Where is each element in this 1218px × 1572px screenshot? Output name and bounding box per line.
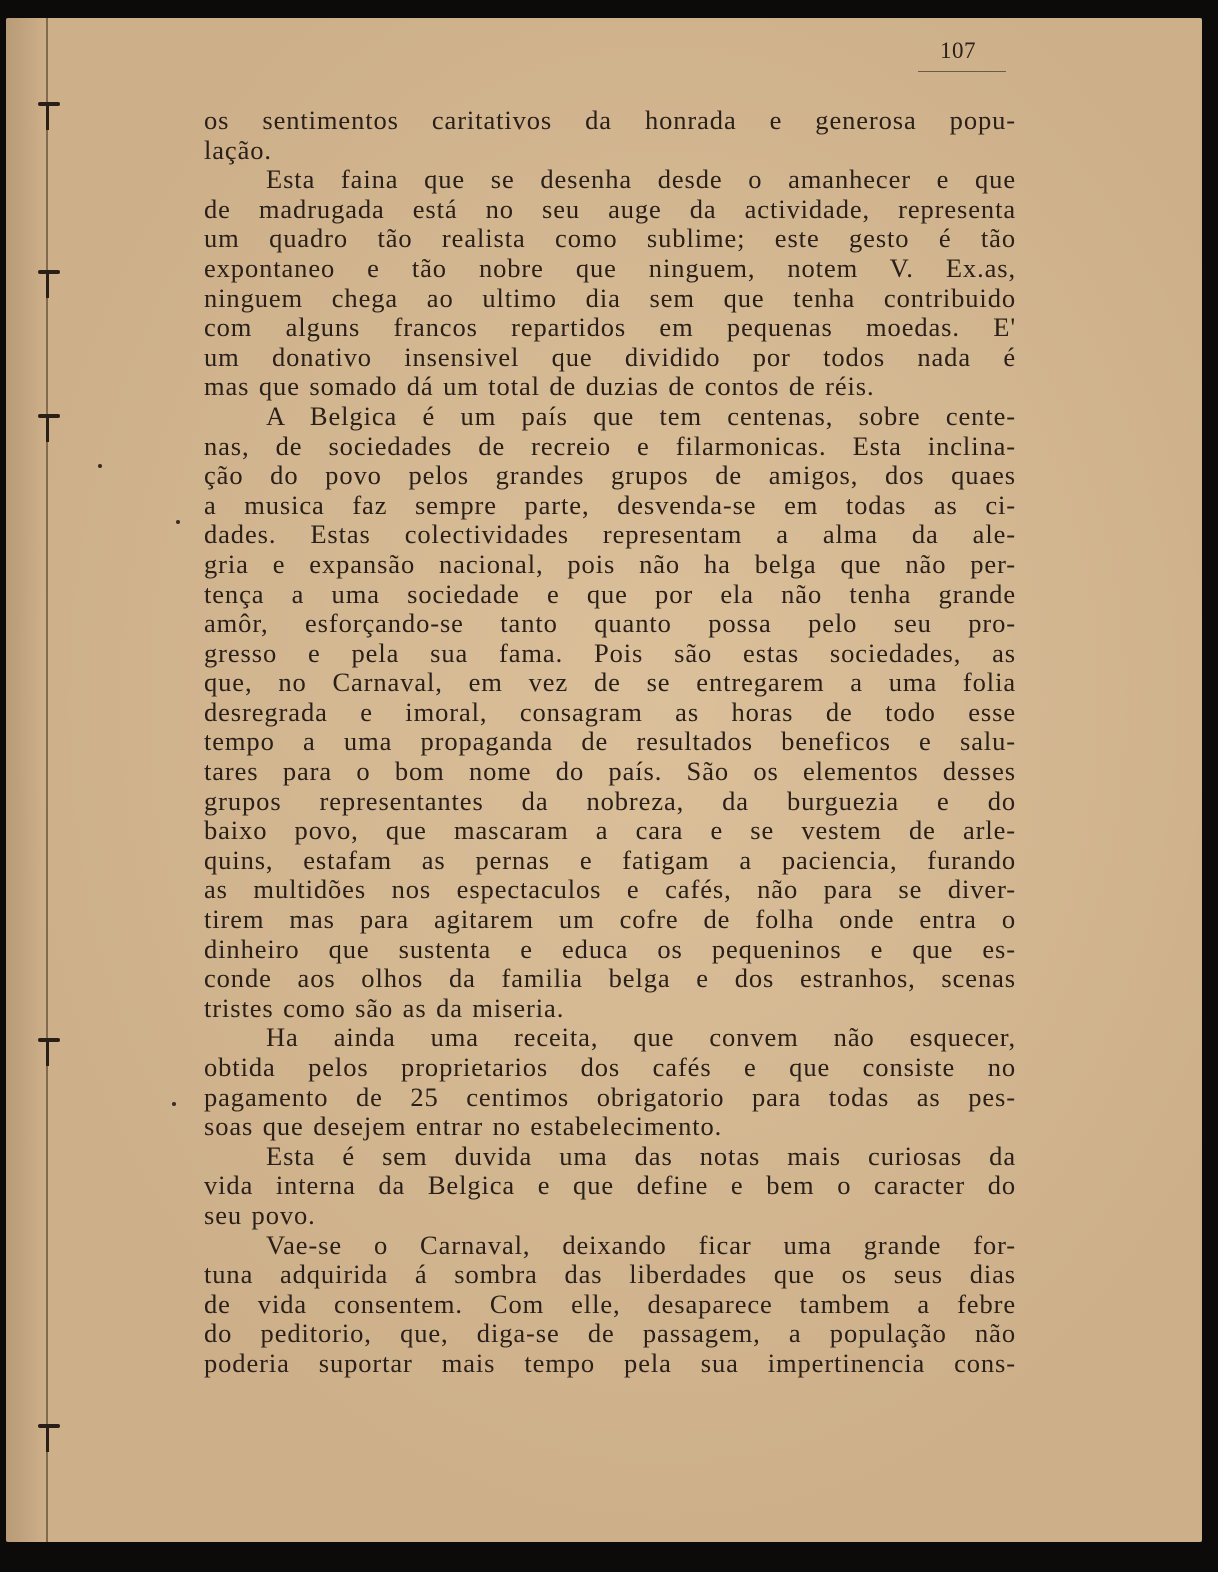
text-line: gria e expansão nacional, pois não ha belga que não per- [204,548,1016,579]
text-line: dades. Estas colectividades representam a alma da ale- [204,519,1016,550]
text-line: poderia suportar mais tempo pela sua impertinencia cons- [204,1347,1016,1378]
text-line: do peditorio, que, diga-se de passagem, a população não [204,1318,1016,1349]
text-line: baixo povo, que mascaram a cara e se vestem de arle- [204,815,1016,846]
text-line: ninguem chega ao ultimo dia sem que tenha contribuido [204,282,1016,313]
text-line: os sentimentos caritativos da honrada e generosa popu- [204,105,1016,135]
text-line: vida interna da Belgica e que define e bem o caracter do [204,1170,1016,1201]
text-line: tristes como são as da miseria. [204,992,565,1023]
text-line: de madrugada está no seu auge da actividade, representa [204,193,1016,224]
paper-speck [176,520,180,524]
binding-edge [46,18,48,1542]
text-line: as multidões nos espectaculos e cafés, não para se diver- [204,874,1016,905]
text-line: um donativo insensivel que dividido por todos nada é [204,341,1016,372]
text-line: com alguns francos repartidos em pequenas moedas. E' [204,312,1016,343]
book-page [6,18,1202,1542]
text-line: Ha ainda uma receita, que convem não esquecer, [266,1022,1016,1053]
text-line: amôr, esforçando-se tanto quanto possa pelo seu pro- [204,608,1016,639]
text-line: nas, de sociedades de recreio e filarmonicas. Esta inclina- [204,430,1016,461]
text-line: que, no Carnaval, em vez de se entregarem a uma folia [204,667,1016,698]
text-line: tuna adquirida á sombra das liberdades que os seus dias [204,1259,1016,1290]
staple-mark [32,100,66,108]
staple-mark [32,1036,66,1044]
text-line: mas que somado dá um total de duzias de contos de réis. [204,371,875,402]
paper-speck [172,1102,176,1106]
page-number: 107 [940,38,976,63]
text-line: tares para o bom nome do país. São os elementos desses [204,756,1016,787]
text-line: lação. [204,134,272,165]
staple-mark [32,412,66,420]
text-line: a musica faz sempre parte, desvenda-se em todas as ci- [204,489,1016,520]
text-line: Esta é sem duvida uma das notas mais curiosas da [266,1140,1016,1171]
body-text [204,106,1016,1379]
text-line: tempo a uma propaganda de resultados beneficos e salu- [204,726,1016,757]
text-line: desregrada e imoral, consagram as horas de todo esse [204,696,1016,727]
staple-mark [32,268,66,276]
text-line: quins, estafam as pernas e fatigam a paciencia, furando [204,844,1016,875]
text-line: obtida pelos proprietarios dos cafés e que consiste no [204,1052,1016,1082]
text-line: expontaneo e tão nobre que ninguem, notem V. Ex.as, [204,252,1016,283]
text-line: conde aos olhos da familia belga e dos estranhos, scenas [204,963,1016,994]
text-line: tença a uma sociedade e que por ela não tenha grande [204,578,1016,609]
text-line: um quadro tão realista como sublime; este gesto é tão [204,223,1016,254]
text-line: tirem mas para agitarem um cofre de folha onde entra o [204,904,1016,935]
text-line: gresso e pela sua fama. Pois são estas sociedades, as [204,637,1016,668]
text-line: Vae-se o Carnaval, deixando ficar uma grande for- [266,1229,1016,1260]
text-line: grupos representantes da nobreza, da burguezia e do [204,785,1016,816]
text-line: de vida consentem. Com elle, desaparece tambem a febre [204,1288,1016,1319]
text-line: Esta faina que se desenha desde o amanhecer e que [266,164,1016,195]
text-line: ção do povo pelos grandes grupos de amigos, dos quaes [204,460,1016,491]
text-line: seu povo. [204,1199,316,1230]
header-rule [918,71,1006,72]
text-line: dinheiro que sustenta e educa os pequeninos e que es- [204,933,1016,964]
staple-mark [32,1422,66,1430]
paper-speck [98,464,102,468]
text-line: pagamento de 25 centimos obrigatorio para todas as pes- [204,1081,1016,1112]
text-line: soas que desejem entrar no estabelecimento. [204,1111,723,1142]
text-line: A Belgica é um país que tem centenas, sobre cente- [266,400,1016,431]
